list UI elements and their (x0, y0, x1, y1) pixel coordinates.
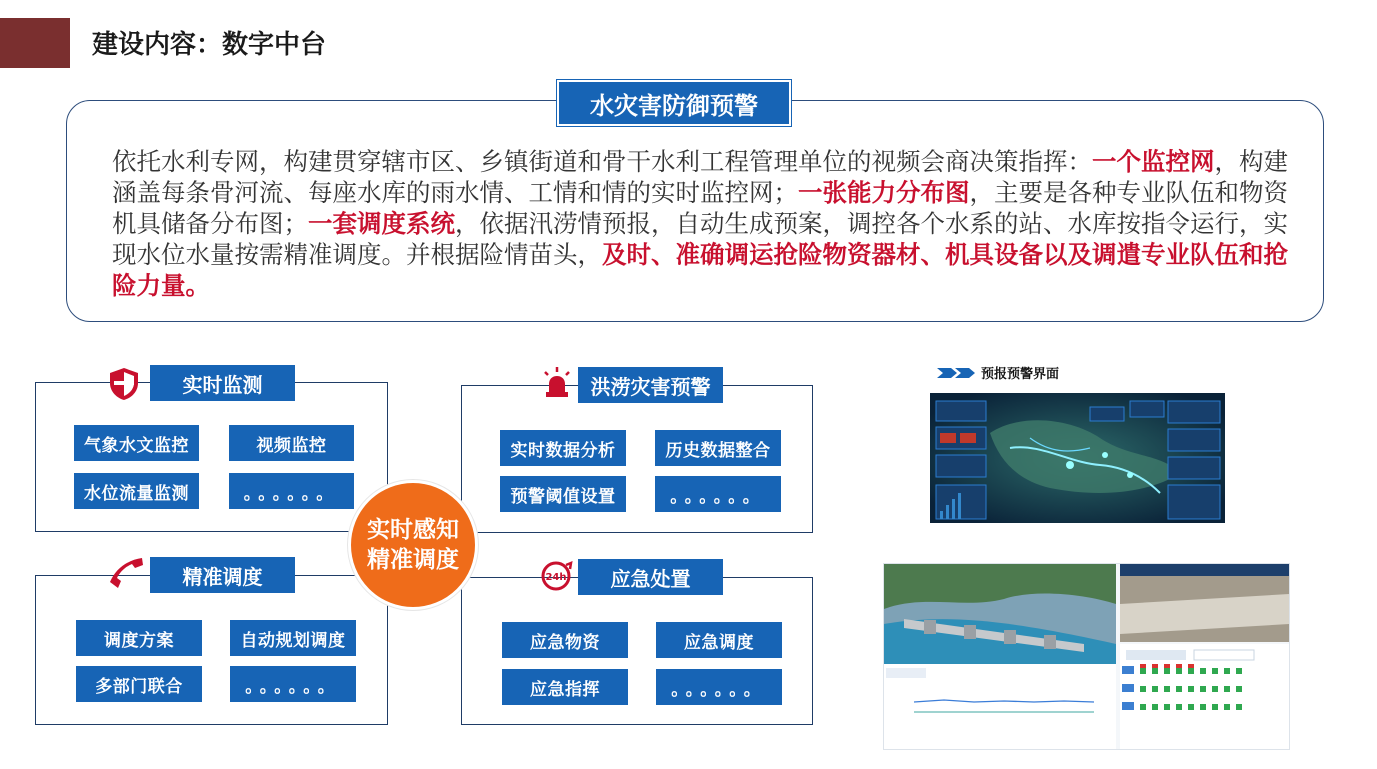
btn-realtime-analysis[interactable]: 实时数据分析 (500, 430, 626, 466)
intro-seg-3: 一张能力分布图 (798, 178, 970, 207)
intro-paragraph (112, 146, 1312, 301)
panel-emergency-title: 应急处置 (578, 559, 723, 595)
panel-warning-title: 洪涝灾害预警 (578, 367, 723, 403)
btn-video-monitor[interactable]: 视频监控 (229, 425, 354, 461)
intro-seg-2: ，构建涵盖每条骨河流、每座水库的雨水情、工情和情的实时监控网； (112, 147, 1288, 207)
btn-history-integration[interactable]: 历史数据整合 (655, 430, 781, 466)
screenshot-label-text: 预报预警界面 (981, 367, 1060, 382)
btn-emergency-dispatch[interactable]: 应急调度 (656, 622, 782, 658)
clock-24h-icon (538, 559, 574, 597)
intro-seg-1: 一个监控网 (1092, 147, 1215, 176)
svg-text:24h: 24h (545, 572, 567, 583)
panel-dispatch-title: 精准调度 (150, 557, 295, 593)
alarm-light-icon (540, 365, 574, 403)
intro-tag: 水灾害防御预警 (557, 80, 791, 126)
intro-seg-0: 依托水利专网，构建贯穿辖市区、乡镇街道和骨干水利工程管理单位的视频会商决策指挥： (112, 147, 1092, 176)
screenshot-label (937, 363, 1059, 382)
btn-monitor-more[interactable]: 。。。。。。 (229, 473, 354, 509)
btn-water-level[interactable]: 水位流量监测 (74, 473, 199, 509)
phone-icon (106, 556, 146, 594)
double-arrow-icon (937, 367, 977, 379)
center-line-1: 实时感知 (367, 517, 459, 543)
intro-seg-5: 一套调度系统 (308, 209, 455, 238)
panel-monitor-title: 实时监测 (150, 365, 295, 401)
btn-threshold-setting[interactable]: 预警阈值设置 (500, 476, 626, 512)
forecast-dashboard-image (930, 393, 1225, 523)
btn-multi-dept[interactable]: 多部门联合 (76, 666, 202, 702)
btn-emergency-more[interactable]: 。。。。。。 (656, 669, 782, 705)
btn-warning-more[interactable]: 。。。。。。 (655, 476, 781, 512)
intro-seg-6: ，依据汛涝情预报，自动生成预案，调控各个水系的站、水库按指令运行，实现水位水量按需精准调度。并根据险情苗头， (112, 209, 1288, 269)
reservoir-dispatch-image (883, 563, 1290, 750)
btn-emergency-command[interactable]: 应急指挥 (502, 669, 628, 705)
btn-weather-hydro[interactable]: 气象水文监控 (74, 425, 199, 461)
btn-auto-planning[interactable]: 自动规划调度 (230, 620, 356, 656)
page-title: 建设内容：数字中台 (92, 30, 327, 60)
btn-dispatch-plan[interactable]: 调度方案 (76, 620, 202, 656)
btn-emergency-supplies[interactable]: 应急物资 (502, 622, 628, 658)
intro-seg-4: ，主要是各种专业队伍和物资机具储备分布图； (112, 178, 1288, 238)
intro-seg-7: 及时、准确调运抢险物资器材、机具设备以及调遣专业队伍和抢险力量。 (112, 240, 1288, 300)
center-line-2: 精准调度 (367, 547, 459, 573)
center-circle (348, 480, 478, 610)
title-accent-bar (0, 18, 70, 68)
shield-icon (108, 367, 140, 405)
btn-dispatch-more[interactable]: 。。。。。。 (230, 666, 356, 702)
